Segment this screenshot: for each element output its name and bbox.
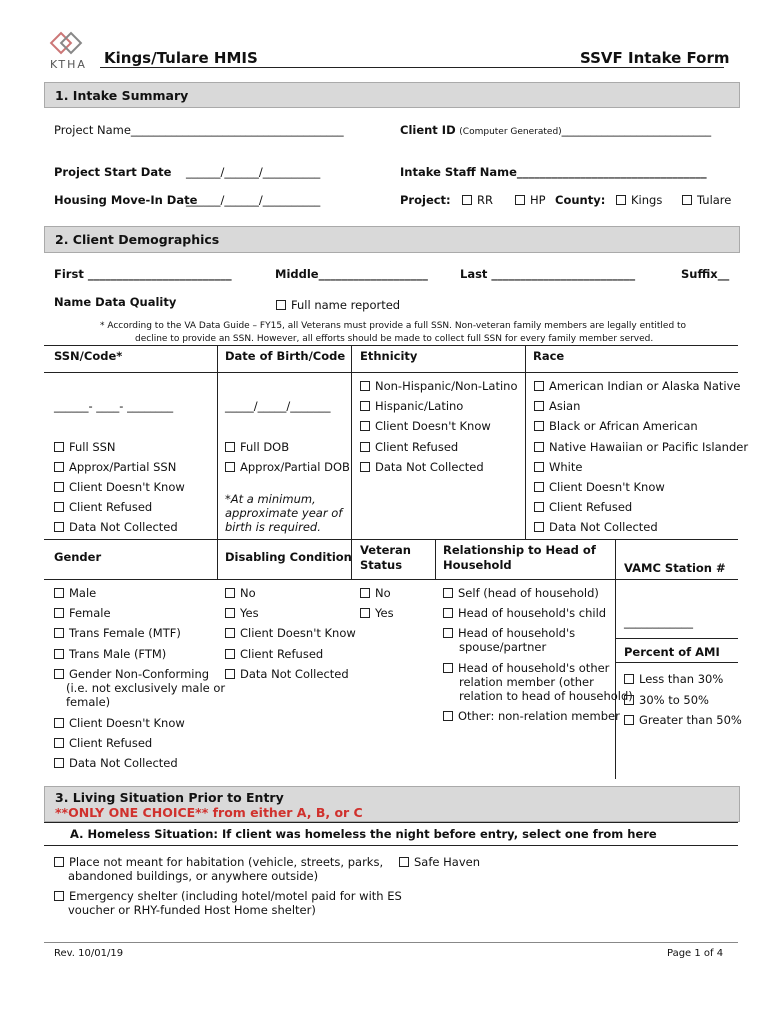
race-option[interactable] [534, 520, 658, 534]
checkbox-icon [682, 195, 692, 205]
option-label: Safe Haven [414, 855, 480, 869]
option-label: Gender Non-Conforming [69, 667, 210, 681]
relationship-option-continued: relation member (other [459, 675, 594, 689]
option-label: Client Refused [375, 440, 459, 454]
vamc-station-field[interactable]: ____________ [624, 615, 693, 629]
checkbox-icon [54, 502, 64, 512]
project-start-date-field[interactable]: ______/______/__________ [186, 165, 321, 179]
checkbox-icon [534, 502, 544, 512]
option-label: Client Refused [69, 500, 153, 514]
gender-option[interactable] [54, 606, 111, 620]
checkbox-icon [443, 628, 453, 638]
grid-rule [525, 345, 526, 539]
option-label: Other: non-relation member [458, 709, 620, 723]
checkbox-icon [534, 522, 544, 532]
option-label: Approx/Partial DOB [240, 460, 350, 474]
checkbox-icon [225, 608, 235, 618]
col-vamc: VAMC Station # [624, 561, 726, 575]
relationship-option[interactable] [443, 606, 606, 620]
option-label: Head of household's child [458, 606, 607, 620]
living-option-continued: voucher or RHY-funded Host Home shelter) [68, 903, 316, 917]
revision-date: Rev. 10/01/19 [54, 948, 124, 959]
grid-rule [44, 822, 738, 823]
dob-option[interactable] [225, 440, 289, 454]
race-option[interactable] [534, 440, 748, 454]
option-label: Yes [240, 606, 259, 620]
section-1-header [44, 82, 740, 108]
checkbox-icon [54, 588, 64, 598]
checkbox-icon [360, 442, 370, 452]
relationship-option[interactable] [443, 626, 575, 640]
disabling-option[interactable] [225, 647, 323, 661]
living-option[interactable] [54, 855, 383, 869]
client-id-note: (Computer Generated) [459, 127, 562, 137]
checkbox-icon [360, 401, 370, 411]
col-relationship: Relationship to Head of [443, 543, 596, 557]
gender-option[interactable] [54, 716, 185, 730]
option-label: Client Doesn't Know [240, 626, 356, 640]
col-ssn: SSN/Code* [54, 349, 123, 363]
checkbox-icon [624, 715, 634, 725]
checkbox-icon [225, 442, 235, 452]
checkbox-icon [443, 711, 453, 721]
checkbox-icon [54, 628, 64, 638]
option-label: Client Doesn't Know [69, 480, 185, 494]
logo [44, 30, 96, 76]
option-label: Data Not Collected [375, 460, 484, 474]
checkbox-icon [225, 462, 235, 472]
col-ethnicity: Ethnicity [360, 349, 418, 363]
gender-option[interactable] [54, 756, 178, 770]
dob-option[interactable] [225, 460, 350, 474]
option-label: Full SSN [69, 440, 116, 454]
org-title: Kings/Tulare HMIS [104, 49, 258, 67]
ethnicity-option[interactable] [360, 419, 491, 433]
gender-option[interactable] [54, 647, 166, 661]
section-title: 1. Intake Summary [55, 88, 189, 103]
logo-text: KTHA [50, 58, 87, 71]
option-label: Black or African American [549, 419, 698, 433]
option-label: Greater than 50% [639, 713, 742, 727]
col-gender: Gender [54, 550, 102, 564]
checkbox-icon [54, 758, 64, 768]
disabling-option[interactable] [225, 626, 356, 640]
ssn-field[interactable]: ______- ____- ________ [54, 399, 174, 413]
ssn-option[interactable] [54, 460, 176, 474]
grid-rule [44, 539, 738, 540]
tulare-label: Tulare [697, 193, 732, 207]
grid-rule [44, 345, 738, 346]
client-id-line: __________________________ [561, 123, 712, 137]
race-option[interactable] [534, 460, 582, 474]
first-name-field[interactable]: First _________________________ [54, 267, 232, 281]
disabling-option[interactable] [225, 586, 256, 600]
header-rule [100, 67, 724, 68]
option-label: Emergency shelter (including hotel/motel paid for with ES [69, 889, 402, 903]
checkbox-icon [54, 857, 64, 867]
option-label: Client Doesn't Know [549, 480, 665, 494]
living-option[interactable] [399, 855, 480, 869]
checkbox-icon [54, 522, 64, 532]
page-number: Page 1 of 4 [667, 948, 724, 959]
relationship-option[interactable] [443, 586, 599, 600]
checkbox-icon [515, 195, 525, 205]
rr-checkbox[interactable] [462, 193, 493, 207]
checkbox-icon [399, 857, 409, 867]
option-label: Data Not Collected [69, 756, 178, 770]
col-veteran: Veteran [360, 543, 411, 557]
ssn-note-line-1: * According to the VA Data Guide – FY15, all Veterans must provide a full SSN. Non-veteran family members are legally entitled to [100, 321, 687, 331]
project-name-field[interactable]: Project Name_____________________________________ [54, 123, 344, 137]
checkbox-icon [54, 718, 64, 728]
section-2-header [44, 226, 740, 253]
gender-option-continued: female) [66, 695, 111, 709]
option-label: Self (head of household) [458, 586, 599, 600]
full-name-checkbox[interactable] [276, 298, 400, 312]
option-label: Head of household's other [458, 661, 610, 675]
option-label: Asian [549, 399, 581, 413]
relationship-option[interactable] [443, 709, 620, 723]
checkbox-icon [54, 482, 64, 492]
grid-rule [615, 662, 738, 663]
race-option[interactable] [534, 500, 632, 514]
option-label: Client Refused [240, 647, 324, 661]
project-start-label: Project Start Date [54, 165, 172, 179]
checkbox-icon [54, 608, 64, 618]
option-label: No [240, 586, 256, 600]
race-option[interactable] [534, 399, 580, 413]
checkbox-icon [534, 482, 544, 492]
checkbox-icon [624, 695, 634, 705]
living-option[interactable] [54, 889, 402, 903]
ssn-option[interactable] [54, 500, 152, 514]
relationship-option-continued: spouse/partner [459, 640, 547, 654]
tulare-checkbox[interactable] [682, 193, 731, 207]
hp-checkbox[interactable] [515, 193, 546, 207]
checkbox-icon [54, 649, 64, 659]
veteran-option[interactable] [360, 606, 394, 620]
checkbox-icon [534, 401, 544, 411]
checkbox-icon [225, 649, 235, 659]
name-quality-label: Name Data Quality [54, 295, 177, 309]
dob-field[interactable]: _____/_____/_______ [225, 399, 331, 413]
option-label: Trans Male (FTM) [69, 647, 167, 661]
grid-rule [615, 539, 616, 779]
section-subtitle: **ONLY ONE CHOICE** from either A, B, or C [55, 805, 363, 820]
checkbox-icon [54, 738, 64, 748]
disabling-option[interactable] [225, 606, 259, 620]
option-label: Male [69, 586, 97, 600]
checkbox-icon [624, 674, 634, 684]
ssn-option[interactable] [54, 480, 185, 494]
checkbox-icon [616, 195, 626, 205]
option-label: Place not meant for habitation (vehicle, streets, parks, [69, 855, 384, 869]
checkbox-icon [443, 608, 453, 618]
disabling-option[interactable] [225, 667, 349, 681]
ami-option[interactable] [624, 693, 709, 707]
option-label: Client Refused [549, 500, 633, 514]
checkbox-icon [54, 669, 64, 679]
client-id-field[interactable] [400, 123, 711, 137]
grid-rule [44, 372, 738, 373]
intake-staff-field[interactable]: Intake Staff Name_________________________________ [400, 165, 707, 179]
option-label: Female [69, 606, 111, 620]
race-option[interactable] [534, 419, 698, 433]
col-veteran: Status [360, 558, 403, 572]
kings-checkbox[interactable] [616, 193, 662, 207]
middle-name-field[interactable]: Middle___________________ [275, 267, 428, 281]
section-title: 2. Client Demographics [55, 232, 220, 247]
checkbox-icon [534, 442, 544, 452]
living-option-continued: abandoned buildings, or anywhere outside) [68, 869, 319, 883]
gender-option[interactable] [54, 586, 96, 600]
option-label: Non-Hispanic/Non-Latino [375, 379, 518, 393]
ami-label: Percent of AMI [624, 645, 720, 659]
ssn-note-line-2: decline to provide an SSN. However, all efforts should be made to collect full SSN for every family member served. [135, 334, 654, 344]
grid-rule [351, 345, 352, 579]
logo-mark-icon [44, 30, 96, 60]
checkbox-icon [54, 462, 64, 472]
col-race: Race [533, 349, 565, 363]
grid-rule [44, 579, 738, 580]
checkbox-icon [225, 588, 235, 598]
dob-note: *At a minimum, [225, 492, 316, 506]
checkbox-icon [54, 442, 64, 452]
move-in-label: Housing Move-In Date [54, 193, 198, 207]
dob-note: birth is required. [225, 520, 321, 534]
kings-label: Kings [631, 193, 663, 207]
relationship-option[interactable] [443, 661, 609, 675]
rr-label: RR [477, 193, 493, 207]
grid-rule [217, 345, 218, 579]
option-label: Data Not Collected [69, 520, 178, 534]
checkbox-icon [534, 381, 544, 391]
form-title: SSVF Intake Form [580, 49, 730, 67]
section-title: 3. Living Situation Prior to Entry [55, 790, 284, 805]
footer-rule [44, 942, 738, 943]
last-name-field[interactable]: Last _________________________ [460, 267, 636, 281]
ethnicity-option[interactable] [360, 379, 518, 393]
option-label: Trans Female (MTF) [69, 626, 181, 640]
veteran-option[interactable] [360, 586, 391, 600]
ethnicity-option[interactable] [360, 440, 458, 454]
option-label: Client Refused [69, 736, 153, 750]
col-relationship: Household [443, 558, 512, 572]
grid-rule [44, 845, 738, 846]
checkbox-icon [443, 588, 453, 598]
checkbox-icon [54, 891, 64, 901]
gender-option-continued: (i.e. not exclusively male or [66, 681, 226, 695]
ethnicity-option[interactable] [360, 399, 463, 413]
hp-label: HP [530, 193, 546, 207]
suffix-field[interactable]: Suffix__ [681, 267, 730, 281]
race-option[interactable] [534, 480, 665, 494]
project-label: Project: [400, 193, 451, 207]
section-3-header [44, 786, 740, 822]
option-label: No [375, 586, 391, 600]
option-label: Head of household's [458, 626, 576, 640]
option-label: Less than 30% [639, 672, 724, 686]
checkbox-icon [360, 421, 370, 431]
option-label: Client Doesn't Know [69, 716, 185, 730]
county-label: County: [555, 193, 606, 207]
option-label: Full DOB [240, 440, 290, 454]
checkbox-icon [360, 588, 370, 598]
checkbox-icon [276, 300, 286, 310]
full-name-label: Full name reported [291, 298, 401, 312]
checkbox-icon [225, 669, 235, 679]
checkbox-icon [534, 421, 544, 431]
option-label: Client Doesn't Know [375, 419, 491, 433]
gender-option[interactable] [54, 736, 152, 750]
checkbox-icon [360, 608, 370, 618]
gender-option[interactable] [54, 626, 181, 640]
relationship-option-continued: relation to head of household) [459, 689, 633, 703]
client-id-label: Client ID [400, 123, 456, 137]
option-label: Approx/Partial SSN [69, 460, 177, 474]
move-in-date-field[interactable]: ______/______/__________ [186, 193, 321, 207]
option-label: White [549, 460, 583, 474]
option-label: Hispanic/Latino [375, 399, 464, 413]
checkbox-icon [462, 195, 472, 205]
option-label: Yes [375, 606, 394, 620]
ssn-option[interactable] [54, 440, 116, 454]
dob-note: approximate year of [225, 506, 343, 520]
homeless-header: A. Homeless Situation: If client was homeless the night before entry, select one from here [70, 827, 657, 841]
race-option[interactable] [534, 379, 740, 393]
option-label: Data Not Collected [549, 520, 658, 534]
option-label: 30% to 50% [639, 693, 709, 707]
ami-option[interactable] [624, 713, 742, 727]
checkbox-icon [360, 381, 370, 391]
gender-option[interactable] [54, 667, 209, 681]
ami-option[interactable] [624, 672, 723, 686]
col-disabling: Disabling Condition [225, 550, 352, 564]
col-dob: Date of Birth/Code [225, 349, 346, 363]
checkbox-icon [443, 663, 453, 673]
ethnicity-option[interactable] [360, 460, 484, 474]
checkbox-icon [360, 462, 370, 472]
ssn-option[interactable] [54, 520, 178, 534]
checkbox-icon [534, 462, 544, 472]
option-label: Data Not Collected [240, 667, 349, 681]
grid-rule [435, 539, 436, 579]
grid-rule [615, 638, 738, 639]
option-label: Native Hawaiian or Pacific Islander [549, 440, 749, 454]
option-label: American Indian or Alaska Native [549, 379, 741, 393]
checkbox-icon [225, 628, 235, 638]
